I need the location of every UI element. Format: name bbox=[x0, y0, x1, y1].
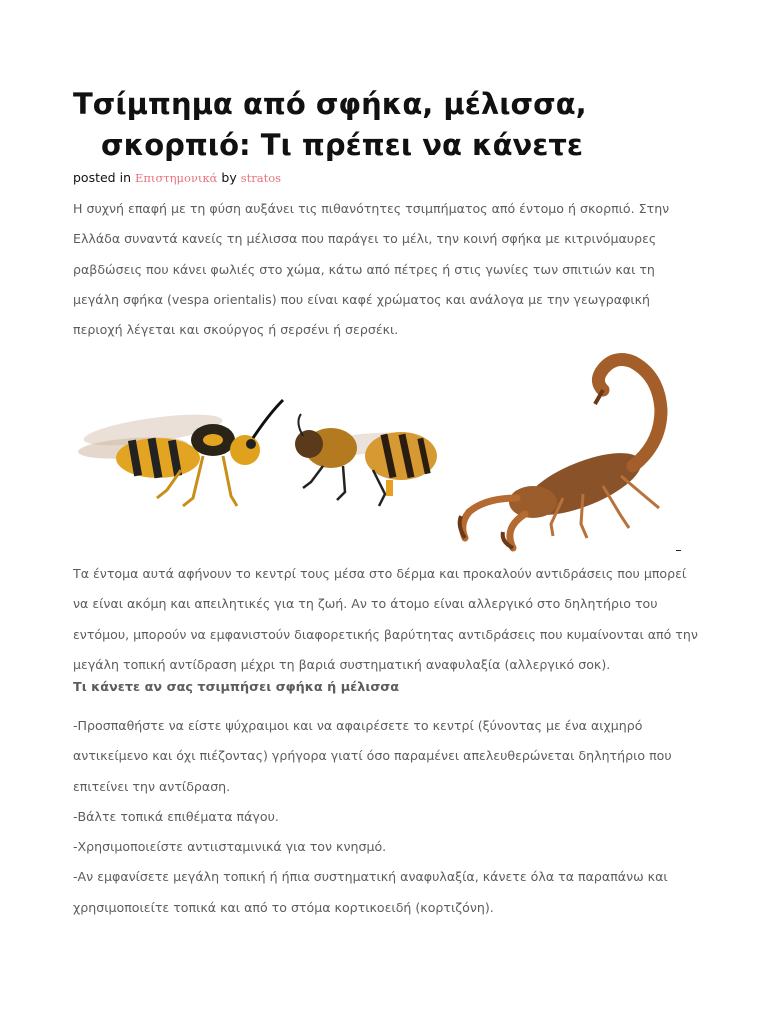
intro-paragraph: Η συχνή επαφή με τη φύση αυξάνει τις πιθανότητες τσιμπήματος από έντομο ή σκορπιό. Στην Ελλάδα συναντά κανείς τη μέλισσα που παράγει το μέλι, την κοινή σφήκα με κιτρινόμαυρες ραβδώσεις που κάνει φωλιές στο χώμα, κάτω από πέτρες ή στις γωνίες των σπιτιών και τη μεγάλη σφήκα (vespa orientalis) που είναι καφέ χρώματος και ανάλογα με την γεωγραφική περιοχή λέγεται και σκούργος ή σερσένι ή σερσέκι. bbox=[73, 201, 670, 338]
insects-image bbox=[73, 348, 683, 556]
by-label: by bbox=[221, 170, 237, 185]
tips-list bbox=[73, 711, 703, 923]
scorpion-illustration bbox=[460, 360, 661, 548]
category-link[interactable]: Επιστημονικά bbox=[134, 171, 218, 185]
wasp-illustration bbox=[77, 400, 283, 506]
posted-in-label: posted in bbox=[73, 170, 131, 185]
list-item: -Αν εμφανίσετε μεγάλη τοπική ή ήπια συστηματική αναφυλαξία, κάνετε όλα τα παραπάνω και χρησιμοποιείτε τοπικά και από το στόμα κορτικοειδή (κορτιζόνη). bbox=[73, 869, 668, 915]
title-line-2: σκορπιό: Τι πρέπει να κάνετε bbox=[101, 128, 584, 162]
list-item: -Χρησιμοποιείστε αντιισταμινικά για τον κνησμό. bbox=[73, 839, 387, 855]
author-link[interactable]: stratos bbox=[240, 171, 282, 185]
image-underline-mark bbox=[676, 550, 681, 551]
list-item: -Βάλτε τοπικά επιθέματα πάγου. bbox=[73, 808, 279, 824]
list-item: -Προσπαθήστε να είστε ψύχραιμοι και να αφαιρέσετε το κεντρί (ξύνοντας με ένα αιχμηρό αντικείμενο και όχι πιέζοντας) γρήγορα γιατί όσο παραμένει απελευθερώνεται δηλητήριο που επιτείνει την αντίδραση. bbox=[73, 718, 672, 794]
body-paragraph: Τα έντομα αυτά αφήνουν το κεντρί τους μέσα στο δέρμα και προκαλούν αντιδράσεις που μπορεί να είναι ακόμη και απειλητικές για τη ζωή. Αν το άτομο είναι αλλεργικό στο δηλητήριο του εντόμου, μπορούν να εμφανιστούν διαφορετικής βαρύτητας αντιδράσεις που κυμαίνονται από την μεγάλη τοπική αντίδραση μέχρι τη βαριά συστηματική αναφυλαξία (αλλεργικό σοκ). bbox=[73, 566, 698, 672]
title-line-1: Τσίμπημα από σφήκα, μέλισσα, bbox=[73, 87, 587, 121]
article-title bbox=[73, 84, 693, 166]
bee-illustration bbox=[295, 414, 437, 506]
post-meta bbox=[73, 170, 281, 185]
section-heading: Τι κάνετε αν σας τσιμπήσει σφήκα ή μέλισσα bbox=[73, 680, 400, 695]
